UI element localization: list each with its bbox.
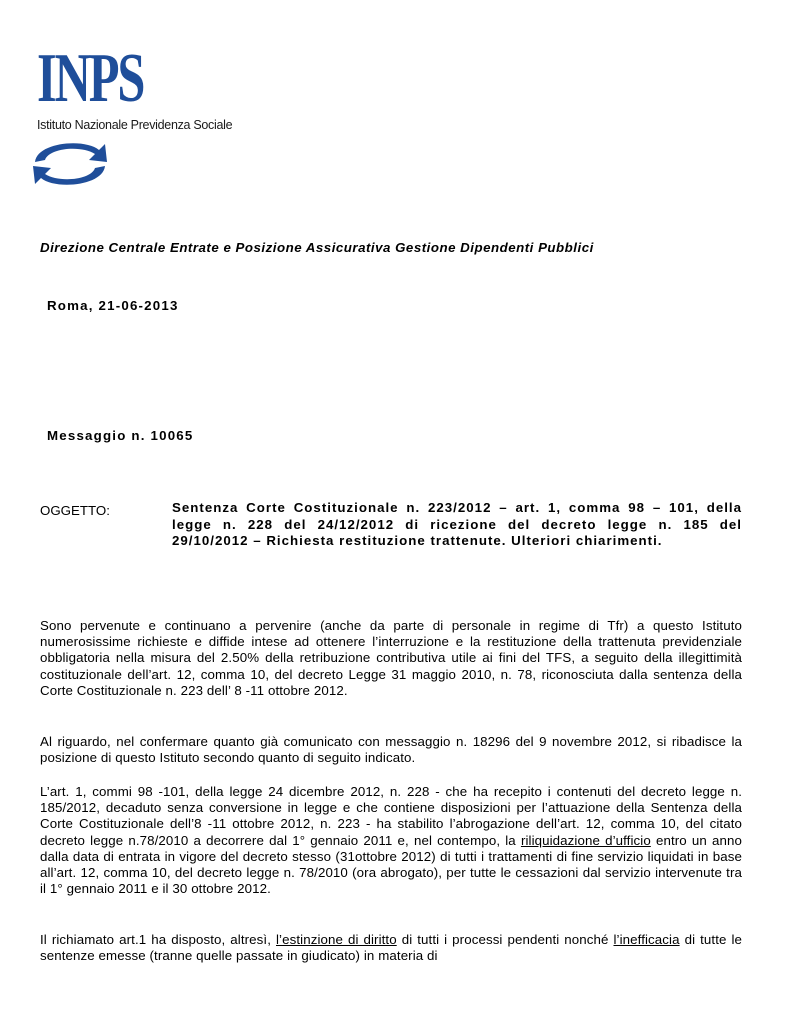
inps-logo-subtitle: Istituto Nazionale Previdenza Sociale (37, 118, 233, 132)
paragraph-4-text-b: di tutti i processi pendenti nonché (396, 932, 614, 947)
paragraph-3-text-a: L’art. 1, commi 98 -101, della legge 24 dicembre 2012, n. 228 - che ha recepito i contenuti del decreto legge n. 185/2012, decaduto senza conversione in legge e che contiene disposizioni per l’attuazione della Sentenza della Corte Costituzionale dell’8 -11 ottobre 2012, n. 223 - ha stabilito l’abrogazione dell’art. 12, comma 10, del citato decreto legge n.78/2010 a decorrere dal 1° gennaio 2011 e, nel contempo, la (40, 784, 742, 848)
riliquidazione-underlined: riliquidazione d’ufficio (520, 832, 651, 848)
paragraph-4-text-c: di tutte le sentenze emesse (tranne quelle passate in giudicato) in materia di (40, 932, 743, 964)
oggetto-text: Sentenza Corte Costituzionale n. 223/2012 – art. 1, comma 98 – 101, della legge n. 228 del 24/12/2012 di ricezione del decreto legge n. 185 del 29/10/2012 – Richiesta restituzione trattenute. Ulteriori chiarimenti. (172, 500, 742, 549)
paragraph-4 (40, 932, 742, 964)
paragraph-3-text-b: entro un anno dalla data di entrata in vigore del decreto stesso (31ottobre 2012) di tutti i trattamenti di fine servizio liquidati in base all’art. 12, comma 10, del decreto legge n. 78/2010 (ora abrogato), per tutte le cessazioni dal servizio intervenute tra il 1° gennaio 2011 e il 30 ottobre 2012. (40, 832, 742, 897)
direzione-heading: Direzione Centrale Entrate e Posizione Assicurativa Gestione Dipendenti Pubblici (40, 240, 594, 255)
paragraph-2: Al riguardo, nel confermare quanto già comunicato con messaggio n. 18296 del 9 novembre 2012, si ribadisce la posizione di questo Istituto secondo quanto di seguito indicato. (40, 734, 742, 766)
paragraph-4-text-a: Il richiamato art.1 ha disposto, altresì, (40, 932, 276, 947)
inps-arrows-icon (27, 136, 113, 192)
estinzione-underlined: l’estinzione di diritto (276, 932, 397, 947)
message-number: Messaggio n. 10065 (47, 428, 194, 443)
oggetto-label: OGGETTO: (40, 503, 110, 518)
paragraph-1: Sono pervenute e continuano a pervenire (anche da parte di personale in regime di Tfr) a questo Istituto numerosissime richieste e diffide intese ad ottenere l’interruzione e la restituzione della trattenuta previdenziale obbligatoria nella misura del 2.50% della retribuzione contributiva utile ai fini del TFS, a seguito della illegittimità costituzionale dell’art. 12, comma 10, del decreto Legge 31 maggio 2010, n. 78, riconosciuta dalla sentenza della Corte Costituzionale n. 223 dell’ 8 -11 ottobre 2012. (40, 618, 742, 698)
place-date: Roma, 21-06-2013 (47, 298, 179, 313)
inps-logo-wordmark: INPS (37, 40, 144, 117)
inefficacia-underlined: l’inefficacia (613, 932, 680, 947)
paragraph-3 (40, 784, 742, 897)
